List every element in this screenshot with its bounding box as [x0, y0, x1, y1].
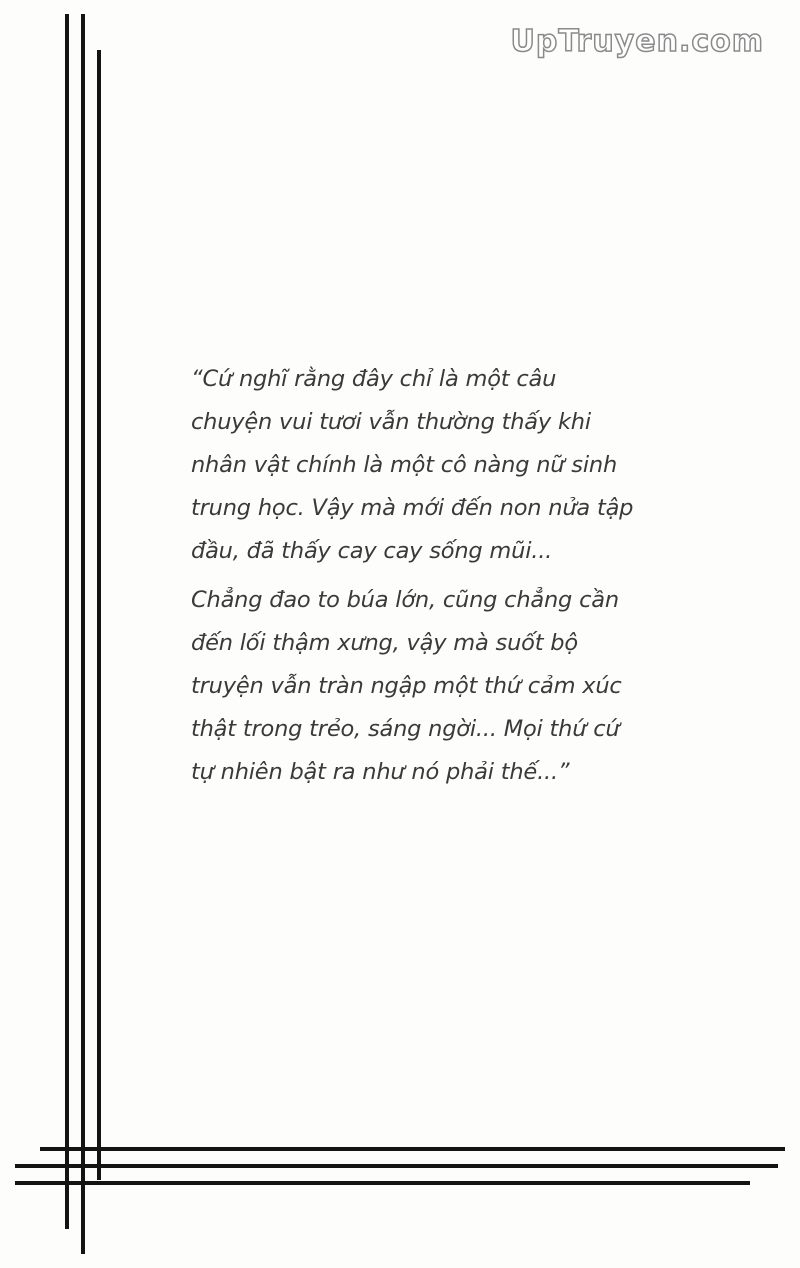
- quote-line: Chẳng đao to búa lớn, cũng chẳng cần: [191, 587, 619, 613]
- frame-vertical-line-2: [81, 14, 85, 1254]
- quote-line: tự nhiên bật ra như nó phải thế...”: [191, 759, 570, 785]
- quote-line: đầu, đã thấy cay cay sống mũi...: [191, 538, 553, 564]
- frame-vertical-line-1: [65, 14, 69, 1229]
- quote-block: [191, 358, 661, 794]
- frame-vertical-line-3: [97, 50, 101, 1180]
- frame-horizontal-line-2: [15, 1164, 778, 1168]
- quote-line: truyện vẫn tràn ngập một thứ cảm xúc: [191, 673, 622, 699]
- frame-horizontal-line-3: [15, 1181, 750, 1185]
- quote-line: đến lối thậm xưng, vậy mà suốt bộ: [191, 630, 578, 656]
- frame-horizontal-line-1: [40, 1147, 785, 1151]
- quote-paragraph: [191, 358, 661, 573]
- quote-line: trung học. Vậy mà mới đến non nửa tập: [191, 495, 634, 521]
- quote-paragraph: [191, 579, 661, 794]
- watermark: UpTruyen.com: [510, 24, 764, 59]
- quote-line: “Cứ nghĩ rằng đây chỉ là một câu: [191, 366, 557, 392]
- quote-line: nhân vật chính là một cô nàng nữ sinh: [191, 452, 617, 478]
- quote-line: thật trong trẻo, sáng ngời... Mọi thứ cứ: [191, 716, 620, 742]
- quote-line: chuyện vui tươi vẫn thường thấy khi: [191, 409, 591, 435]
